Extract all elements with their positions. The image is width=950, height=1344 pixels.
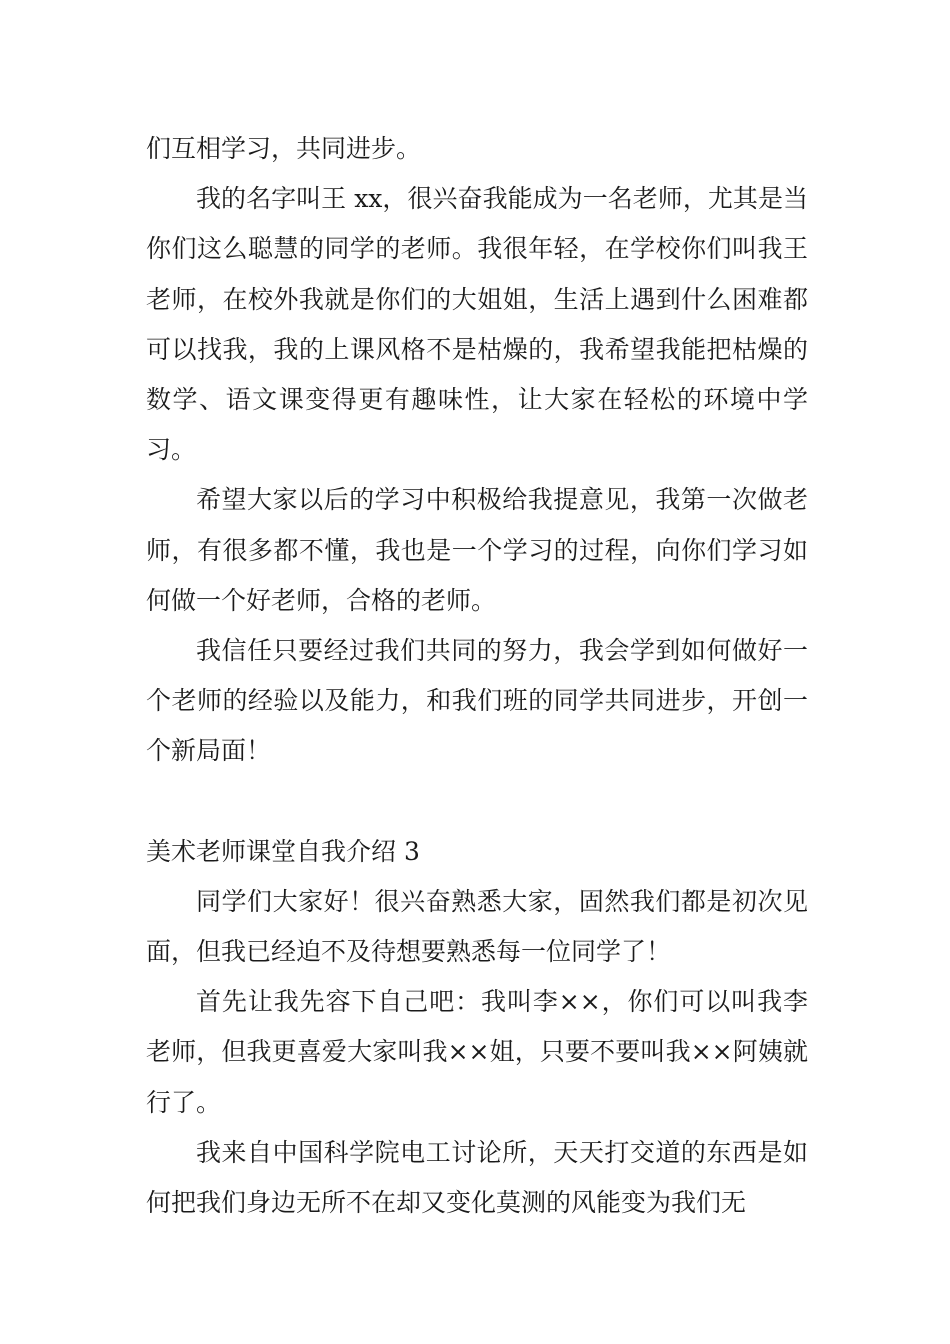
paragraph-self-intro: 我的名字叫王 xx，很兴奋我能成为一名老师，尤其是当你们这么聪慧的同学的老师。我很年轻，在学校你们叫我王老师，在校外我就是你们的大姐姐，生活上遇到什么困难都可以找我，我的上课风格不是枯燥的，我希望我能把枯燥的数学、语文课变得更有趣味性，让大家在轻松的环境中学习。	[146, 184, 808, 465]
paragraph-continued: 们互相学习，共同进步。	[146, 134, 422, 163]
document-body	[146, 124, 808, 1228]
paragraph-greeting: 同学们大家好！很兴奋熟悉大家，固然我们都是初次见面，但我已经迫不及待想要熟悉每一位同学了！	[146, 886, 808, 967]
paragraph-introduction: 首先让我先容下自己吧：我叫李××，你们可以叫我李老师，但我更喜爱大家叫我××姐，只要不要叫我××阿姨就行了。	[146, 987, 808, 1117]
paragraph-background: 我来自中国科学院电工讨论所，天天打交道的东西是如何把我们身边无所不在却又变化莫测的风能变为我们无	[146, 1137, 808, 1218]
section-heading: 美术老师课堂自我介绍 3	[146, 836, 420, 866]
paragraph-closing: 我信任只要经过我们共同的努力，我会学到如何做好一个老师的经验以及能力，和我们班的同学共同进步，开创一个新局面！	[146, 636, 808, 766]
paragraph-feedback: 希望大家以后的学习中积极给我提意见，我第一次做老师，有很多都不懂，我也是一个学习的过程，向你们学习如何做一个好老师，合格的老师。	[146, 485, 808, 615]
